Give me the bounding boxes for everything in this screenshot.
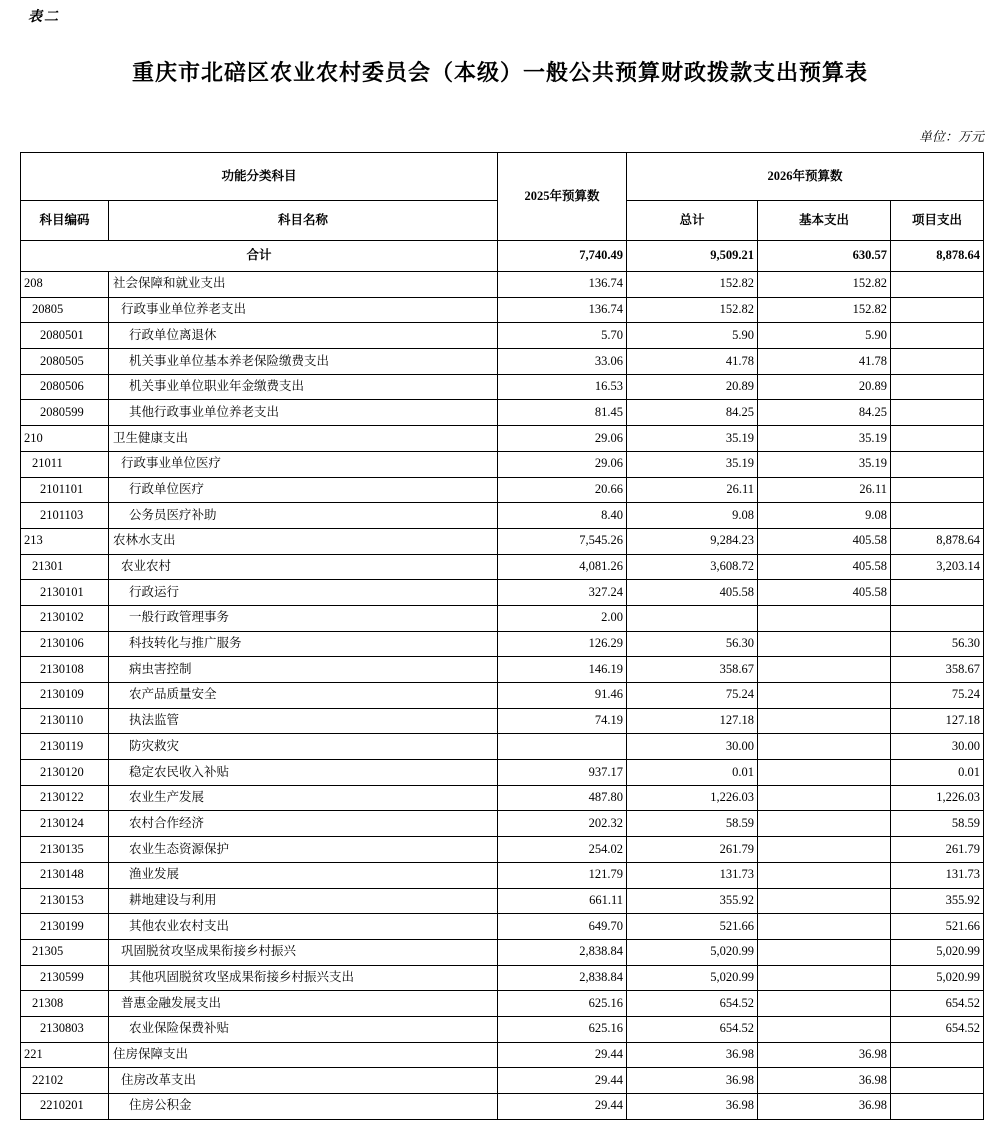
total-2026-cell: 261.79 — [627, 837, 758, 863]
project-2026-cell — [891, 451, 984, 477]
budget-table — [20, 152, 984, 1120]
basic-2026-cell — [758, 991, 891, 1017]
total-2026-cell: 3,608.72 — [627, 554, 758, 580]
basic-2026-cell: 152.82 — [758, 272, 891, 298]
code-cell: 2080505 — [21, 349, 109, 375]
header-basic-expenditure: 基本支出 — [758, 201, 891, 241]
table-row — [21, 451, 984, 477]
table-row — [21, 734, 984, 760]
project-2026-cell: 56.30 — [891, 631, 984, 657]
header-subject-code: 科目编码 — [21, 201, 109, 241]
basic-2026-cell: 36.98 — [758, 1068, 891, 1094]
name-cell: 行政事业单位医疗 — [109, 451, 498, 477]
basic-2026-cell: 9.08 — [758, 503, 891, 529]
budget-2025-cell: 16.53 — [498, 374, 627, 400]
page-title: 重庆市北碚区农业农村委员会（本级）一般公共预算财政拨款支出预算表 — [131, 60, 868, 85]
code-cell: 21011 — [21, 451, 109, 477]
project-2026-cell — [891, 349, 984, 375]
name-cell: 住房改革支出 — [109, 1068, 498, 1094]
total-2026-cell: 41.78 — [627, 349, 758, 375]
budget-2025-cell: 5.70 — [498, 323, 627, 349]
table-row — [21, 1042, 984, 1068]
basic-2026-cell: 35.19 — [758, 426, 891, 452]
total-2026-cell: 152.82 — [627, 272, 758, 298]
budget-2025-cell: 20.66 — [498, 477, 627, 503]
name-cell: 公务员医疗补助 — [109, 503, 498, 529]
total-2026-cell: 58.59 — [627, 811, 758, 837]
basic-2026-cell — [758, 965, 891, 991]
basic-2026-cell: 36.98 — [758, 1042, 891, 1068]
table-row — [21, 554, 984, 580]
project-2026-cell — [891, 323, 984, 349]
basic-2026-cell — [758, 708, 891, 734]
project-2026-cell — [891, 580, 984, 606]
header-row-1 — [21, 153, 984, 201]
budget-2025-cell: 121.79 — [498, 862, 627, 888]
total-2026-cell: 5,020.99 — [627, 939, 758, 965]
total-2026-cell: 26.11 — [627, 477, 758, 503]
budget-2025-cell: 937.17 — [498, 760, 627, 786]
name-cell: 住房公积金 — [109, 1094, 498, 1120]
table-row — [21, 1068, 984, 1094]
total-2026-cell: 35.19 — [627, 426, 758, 452]
budget-2025-cell: 2,838.84 — [498, 965, 627, 991]
project-2026-cell — [891, 1094, 984, 1120]
total-2026-cell: 36.98 — [627, 1042, 758, 1068]
basic-2026-cell — [758, 939, 891, 965]
basic-2026-cell: 152.82 — [758, 297, 891, 323]
total-2026-cell: 9,284.23 — [627, 528, 758, 554]
budget-2025-cell: 146.19 — [498, 657, 627, 683]
code-cell: 2080599 — [21, 400, 109, 426]
code-cell: 2130109 — [21, 683, 109, 709]
table-row — [21, 605, 984, 631]
project-2026-cell — [891, 1068, 984, 1094]
code-cell: 2130108 — [21, 657, 109, 683]
budget-2025-cell: 2,838.84 — [498, 939, 627, 965]
grand-total-2026-project: 8,878.64 — [891, 241, 984, 272]
budget-2025-cell: 74.19 — [498, 708, 627, 734]
grand-total-row — [21, 241, 984, 272]
total-2026-cell: 131.73 — [627, 862, 758, 888]
total-2026-cell: 36.98 — [627, 1068, 758, 1094]
unit-label: 单位：万元 — [918, 129, 984, 144]
code-cell: 2130102 — [21, 605, 109, 631]
table-row — [21, 400, 984, 426]
table-row — [21, 760, 984, 786]
table-body — [21, 153, 984, 1120]
project-2026-cell: 3,203.14 — [891, 554, 984, 580]
project-2026-cell: 131.73 — [891, 862, 984, 888]
budget-2025-cell: 202.32 — [498, 811, 627, 837]
table-row — [21, 1094, 984, 1120]
budget-2025-cell — [498, 734, 627, 760]
budget-2025-cell: 136.74 — [498, 272, 627, 298]
code-cell: 22102 — [21, 1068, 109, 1094]
basic-2026-cell — [758, 657, 891, 683]
grand-total-2026-basic: 630.57 — [758, 241, 891, 272]
basic-2026-cell: 405.58 — [758, 528, 891, 554]
budget-2025-cell: 29.44 — [498, 1042, 627, 1068]
name-cell: 其他巩固脱贫攻坚成果衔接乡村振兴支出 — [109, 965, 498, 991]
total-2026-cell: 30.00 — [627, 734, 758, 760]
total-2026-cell: 5.90 — [627, 323, 758, 349]
basic-2026-cell — [758, 631, 891, 657]
code-cell: 221 — [21, 1042, 109, 1068]
name-cell: 农业农村 — [109, 554, 498, 580]
total-2026-cell: 56.30 — [627, 631, 758, 657]
code-cell: 2130153 — [21, 888, 109, 914]
name-cell: 农业生产发展 — [109, 785, 498, 811]
name-cell: 行政事业单位养老支出 — [109, 297, 498, 323]
total-2026-cell: 654.52 — [627, 991, 758, 1017]
code-cell: 2130148 — [21, 862, 109, 888]
name-cell: 其他农业农村支出 — [109, 914, 498, 940]
basic-2026-cell — [758, 734, 891, 760]
header-functional-classification: 功能分类科目 — [21, 153, 498, 201]
project-2026-cell: 127.18 — [891, 708, 984, 734]
project-2026-cell: 5,020.99 — [891, 965, 984, 991]
name-cell: 科技转化与推广服务 — [109, 631, 498, 657]
name-cell: 农村合作经济 — [109, 811, 498, 837]
code-cell: 20805 — [21, 297, 109, 323]
total-2026-cell: 521.66 — [627, 914, 758, 940]
budget-2025-cell: 126.29 — [498, 631, 627, 657]
name-cell: 防灾救灾 — [109, 734, 498, 760]
table-row — [21, 323, 984, 349]
name-cell: 机关事业单位职业年金缴费支出 — [109, 374, 498, 400]
project-2026-cell: 521.66 — [891, 914, 984, 940]
table-row — [21, 1016, 984, 1042]
code-cell: 208 — [21, 272, 109, 298]
code-cell: 2130199 — [21, 914, 109, 940]
project-2026-cell: 261.79 — [891, 837, 984, 863]
name-cell: 机关事业单位基本养老保险缴费支出 — [109, 349, 498, 375]
project-2026-cell: 358.67 — [891, 657, 984, 683]
basic-2026-cell — [758, 862, 891, 888]
table-row — [21, 888, 984, 914]
total-2026-cell — [627, 605, 758, 631]
table-row — [21, 657, 984, 683]
basic-2026-cell — [758, 811, 891, 837]
name-cell: 执法监管 — [109, 708, 498, 734]
project-2026-cell — [891, 605, 984, 631]
basic-2026-cell — [758, 605, 891, 631]
name-cell: 社会保障和就业支出 — [109, 272, 498, 298]
basic-2026-cell — [758, 683, 891, 709]
total-2026-cell: 654.52 — [627, 1016, 758, 1042]
table-row — [21, 631, 984, 657]
budget-2025-cell: 8.40 — [498, 503, 627, 529]
total-2026-cell: 36.98 — [627, 1094, 758, 1120]
table-row — [21, 785, 984, 811]
code-cell: 21308 — [21, 991, 109, 1017]
table-row — [21, 477, 984, 503]
budget-2025-cell: 29.44 — [498, 1094, 627, 1120]
name-cell: 普惠金融发展支出 — [109, 991, 498, 1017]
table-row — [21, 939, 984, 965]
total-2026-cell: 152.82 — [627, 297, 758, 323]
table-row — [21, 811, 984, 837]
code-cell: 2130803 — [21, 1016, 109, 1042]
header-project-expenditure: 项目支出 — [891, 201, 984, 241]
total-2026-cell: 405.58 — [627, 580, 758, 606]
total-2026-cell: 35.19 — [627, 451, 758, 477]
table-row — [21, 837, 984, 863]
name-cell: 稳定农民收入补贴 — [109, 760, 498, 786]
project-2026-cell: 654.52 — [891, 1016, 984, 1042]
budget-2025-cell: 33.06 — [498, 349, 627, 375]
table-row — [21, 708, 984, 734]
table-row — [21, 683, 984, 709]
name-cell: 一般行政管理事务 — [109, 605, 498, 631]
budget-2025-cell: 625.16 — [498, 1016, 627, 1042]
code-cell: 21301 — [21, 554, 109, 580]
basic-2026-cell: 84.25 — [758, 400, 891, 426]
table-row — [21, 503, 984, 529]
code-cell: 2101101 — [21, 477, 109, 503]
table-row — [21, 272, 984, 298]
basic-2026-cell: 20.89 — [758, 374, 891, 400]
budget-2025-cell: 136.74 — [498, 297, 627, 323]
name-cell: 渔业发展 — [109, 862, 498, 888]
project-2026-cell — [891, 426, 984, 452]
name-cell: 其他行政事业单位养老支出 — [109, 400, 498, 426]
header-budget-2026: 2026年预算数 — [627, 153, 984, 201]
table-row — [21, 991, 984, 1017]
name-cell: 巩固脱贫攻坚成果衔接乡村振兴 — [109, 939, 498, 965]
budget-2025-cell: 7,545.26 — [498, 528, 627, 554]
table-number-label: 表二 — [28, 10, 60, 25]
table-row — [21, 374, 984, 400]
project-2026-cell: 355.92 — [891, 888, 984, 914]
name-cell: 病虫害控制 — [109, 657, 498, 683]
total-2026-cell: 9.08 — [627, 503, 758, 529]
basic-2026-cell: 35.19 — [758, 451, 891, 477]
project-2026-cell — [891, 272, 984, 298]
project-2026-cell — [891, 477, 984, 503]
total-2026-cell: 358.67 — [627, 657, 758, 683]
code-cell: 2130124 — [21, 811, 109, 837]
name-cell: 农业生态资源保护 — [109, 837, 498, 863]
budget-2025-cell: 29.06 — [498, 426, 627, 452]
name-cell: 行政单位离退休 — [109, 323, 498, 349]
basic-2026-cell: 405.58 — [758, 554, 891, 580]
code-cell: 2080506 — [21, 374, 109, 400]
basic-2026-cell — [758, 914, 891, 940]
project-2026-cell: 58.59 — [891, 811, 984, 837]
budget-2025-cell: 91.46 — [498, 683, 627, 709]
basic-2026-cell — [758, 888, 891, 914]
code-cell: 2130101 — [21, 580, 109, 606]
total-2026-cell: 1,226.03 — [627, 785, 758, 811]
project-2026-cell — [891, 297, 984, 323]
total-2026-cell: 20.89 — [627, 374, 758, 400]
grand-total-2025: 7,740.49 — [498, 241, 627, 272]
budget-2025-cell: 4,081.26 — [498, 554, 627, 580]
budget-2025-cell: 254.02 — [498, 837, 627, 863]
budget-2025-cell: 2.00 — [498, 605, 627, 631]
budget-2025-cell: 649.70 — [498, 914, 627, 940]
table-row — [21, 426, 984, 452]
code-cell: 2130110 — [21, 708, 109, 734]
header-budget-2025: 2025年预算数 — [498, 153, 627, 241]
total-2026-cell: 355.92 — [627, 888, 758, 914]
project-2026-cell — [891, 1042, 984, 1068]
name-cell: 农产品质量安全 — [109, 683, 498, 709]
budget-2025-cell: 29.06 — [498, 451, 627, 477]
budget-2025-cell: 625.16 — [498, 991, 627, 1017]
total-2026-cell: 75.24 — [627, 683, 758, 709]
header-subject-name: 科目名称 — [109, 201, 498, 241]
name-cell: 农业保险保费补贴 — [109, 1016, 498, 1042]
basic-2026-cell: 41.78 — [758, 349, 891, 375]
project-2026-cell: 8,878.64 — [891, 528, 984, 554]
table-row — [21, 297, 984, 323]
code-cell: 21305 — [21, 939, 109, 965]
project-2026-cell: 1,226.03 — [891, 785, 984, 811]
grand-total-2026-total: 9,509.21 — [627, 241, 758, 272]
basic-2026-cell: 26.11 — [758, 477, 891, 503]
total-2026-cell: 127.18 — [627, 708, 758, 734]
table-row — [21, 862, 984, 888]
table-row — [21, 580, 984, 606]
project-2026-cell: 0.01 — [891, 760, 984, 786]
code-cell: 2080501 — [21, 323, 109, 349]
project-2026-cell — [891, 400, 984, 426]
project-2026-cell: 30.00 — [891, 734, 984, 760]
basic-2026-cell — [758, 837, 891, 863]
basic-2026-cell — [758, 760, 891, 786]
code-cell: 2130599 — [21, 965, 109, 991]
name-cell: 行政运行 — [109, 580, 498, 606]
table-row — [21, 349, 984, 375]
code-cell: 210 — [21, 426, 109, 452]
header-total: 总计 — [627, 201, 758, 241]
code-cell: 213 — [21, 528, 109, 554]
project-2026-cell — [891, 503, 984, 529]
name-cell: 卫生健康支出 — [109, 426, 498, 452]
total-2026-cell: 5,020.99 — [627, 965, 758, 991]
budget-2025-cell: 29.44 — [498, 1068, 627, 1094]
total-2026-cell: 84.25 — [627, 400, 758, 426]
budget-2025-cell: 487.80 — [498, 785, 627, 811]
grand-total-label: 合计 — [21, 241, 498, 272]
budget-2025-cell: 81.45 — [498, 400, 627, 426]
name-cell: 行政单位医疗 — [109, 477, 498, 503]
project-2026-cell: 75.24 — [891, 683, 984, 709]
basic-2026-cell: 36.98 — [758, 1094, 891, 1120]
table-row — [21, 914, 984, 940]
code-cell: 2130122 — [21, 785, 109, 811]
code-cell: 2210201 — [21, 1094, 109, 1120]
basic-2026-cell: 5.90 — [758, 323, 891, 349]
name-cell: 住房保障支出 — [109, 1042, 498, 1068]
basic-2026-cell — [758, 1016, 891, 1042]
budget-2025-cell: 327.24 — [498, 580, 627, 606]
project-2026-cell: 5,020.99 — [891, 939, 984, 965]
table-row — [21, 965, 984, 991]
basic-2026-cell: 405.58 — [758, 580, 891, 606]
project-2026-cell — [891, 374, 984, 400]
code-cell: 2101103 — [21, 503, 109, 529]
basic-2026-cell — [758, 785, 891, 811]
name-cell: 农林水支出 — [109, 528, 498, 554]
project-2026-cell: 654.52 — [891, 991, 984, 1017]
total-2026-cell: 0.01 — [627, 760, 758, 786]
code-cell: 2130120 — [21, 760, 109, 786]
budget-2025-cell: 661.11 — [498, 888, 627, 914]
code-cell: 2130135 — [21, 837, 109, 863]
name-cell: 耕地建设与利用 — [109, 888, 498, 914]
code-cell: 2130119 — [21, 734, 109, 760]
table-row — [21, 528, 984, 554]
code-cell: 2130106 — [21, 631, 109, 657]
